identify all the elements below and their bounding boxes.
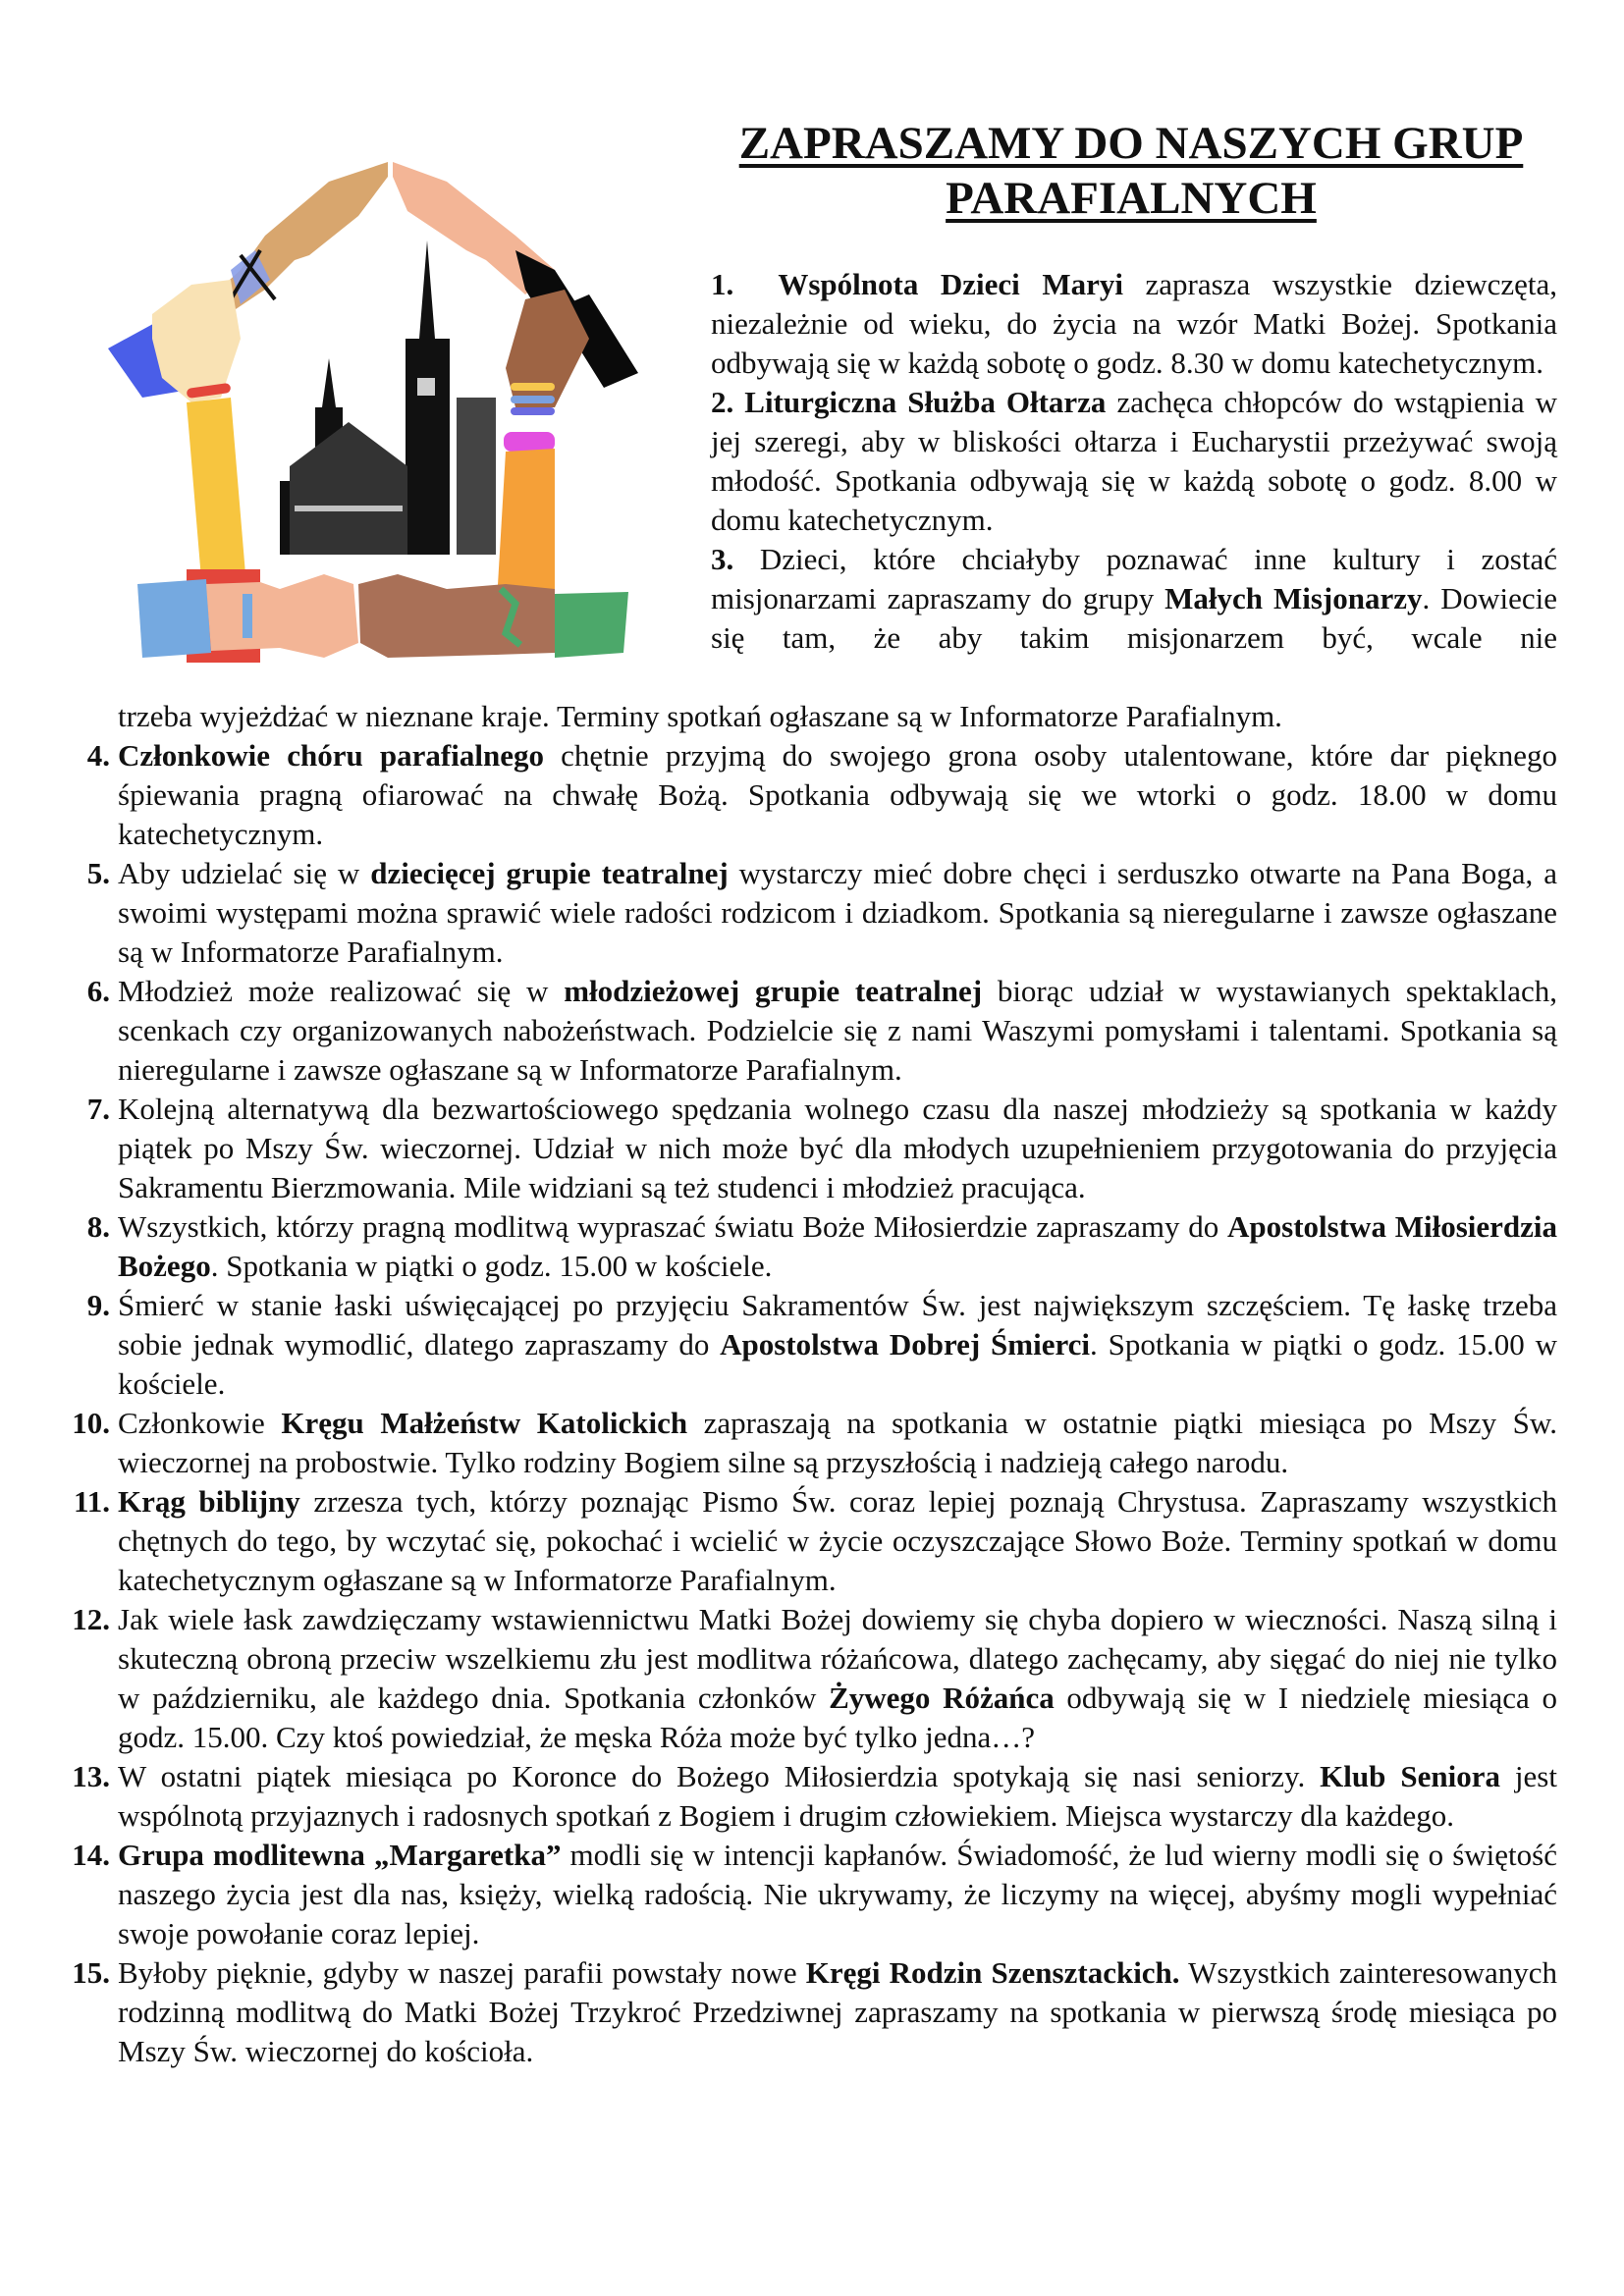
- list-item-1: [711, 265, 1557, 383]
- title-line-1: ZAPRASZAMY DO NASZYCH GRUP: [738, 118, 1524, 169]
- group-name: Członkowie chóru parafialnego: [118, 738, 544, 773]
- item-number: 5.: [86, 856, 110, 890]
- right-fist-icon: [358, 574, 555, 658]
- left-light-blue-sleeve-icon: [137, 579, 211, 658]
- item-number: 3.: [711, 542, 734, 576]
- item-text: biorąc udział w wystawianych spektaklach, scenkach czy organizowanych nabożeństwach. Podzielcie się z nami Waszymi pomysłami i talentami. Spotkania są nieregularne i zawsze ogłaszane są w Informatorze Parafialnym.: [118, 974, 1557, 1087]
- group-name: Żywego Różańca: [829, 1681, 1055, 1715]
- item-text: Aby udzielać się w: [118, 856, 371, 890]
- item-text: . Spotkania w piątki o godz. 15.00 w kościele.: [118, 1327, 1557, 1401]
- list-item-3-continuation: trzeba wyjeżdżać w nieznane kraje. Terminy spotkań ogłaszane są w Informatorze Parafialnym.: [118, 699, 1282, 733]
- list-item-13: [39, 1757, 1557, 1836]
- item-number: 6.: [86, 974, 110, 1008]
- title-line-2: PARAFIALNYCH: [946, 173, 1317, 224]
- hands-house-church-illustration: [93, 142, 682, 663]
- item-text: Dzieci, które chciałyby poznawać inne kultury i zostać misjonarzami zapraszamy do grupy: [711, 542, 1557, 615]
- group-name: Apostolstwa Dobrej Śmierci: [720, 1327, 1091, 1362]
- item-text: modli się w intencji kapłanów. Świadomość, że lud wierny modli się o świętość naszego życia jest dla nas, księży, wielką radością. Nie ukrywamy, że liczymy na więcej, abyśmy mogli wypełniać swoje powołanie coraz lepiej.: [118, 1838, 1557, 1950]
- item-text: zachęca chłopców do wstąpienia w jej szeregi, aby w bliskości ołtarza i Eucharystii przeżywać swoją młodość. Spotkania odbywają się w każdą sobotę o godz. 8.00 w domu katechetycznym.: [711, 385, 1558, 537]
- item-number: 10.: [72, 1406, 110, 1440]
- group-name: Kręgu Małżeństw Katolickich: [281, 1406, 688, 1440]
- list-item-14: [39, 1836, 1557, 1953]
- left-yellow-sleeve-icon: [187, 398, 245, 579]
- item-text: Młodzież może realizować się w: [118, 974, 565, 1008]
- group-name: Apostolstwa Miłosierdzia Bożego: [118, 1209, 1558, 1283]
- group-name: Liturgiczna Służba Ołtarza: [744, 385, 1107, 419]
- item-number: 7.: [86, 1092, 110, 1126]
- item-text: zaprasza wszystkie dziewczęta, niezależnie od wieku, do życia na wzór Matki Bożej. Spotkania odbywają się w każdą sobotę o godz. 8.30 w domu katechetycznym.: [711, 267, 1557, 380]
- item-number: 12.: [72, 1602, 110, 1636]
- item-text: zapraszają na spotkania w ostatnie piątki miesiąca po Mszy Św. wieczornej na probostwie. Tylko rodziny Bogiem silne są przyszłością i nadzieją całego narodu.: [118, 1406, 1557, 1479]
- item-number: 15.: [72, 1955, 110, 1990]
- item-number: 11.: [73, 1484, 110, 1519]
- groups-list: [39, 697, 1557, 2071]
- item-text: W ostatni piątek miesiąca po Koronce do Bożego Miłosierdzia spotykają się nasi seniorzy.: [118, 1759, 1321, 1793]
- group-name: Małych Misjonarzy: [1164, 581, 1423, 615]
- item-number: 13.: [72, 1759, 110, 1793]
- list-item-4: [39, 736, 1557, 854]
- item-text: Wszystkich, którzy pragną modlitwą wypraszać światu Boże Miłosierdzie zapraszamy do: [118, 1209, 1228, 1244]
- item-text: . Spotkania w piątki o godz. 15.00 w kościele.: [210, 1249, 773, 1283]
- left-upper-arm-icon: [108, 280, 241, 402]
- group-name: Grupa modlitewna „Margaretka”: [118, 1838, 562, 1872]
- group-name: Kręgi Rodzin Szensztackich.: [805, 1955, 1180, 1990]
- list-item-15: [39, 1953, 1557, 2071]
- item-number: 8.: [86, 1209, 110, 1244]
- left-roof-hand-icon: [219, 162, 388, 309]
- left-fist-icon: [206, 574, 358, 658]
- list-item-5: [39, 854, 1557, 972]
- left-bracelet-icon: [243, 594, 252, 638]
- group-name: dziecięcej grupie teatralnej: [370, 856, 729, 890]
- list-item-3: [711, 540, 1557, 658]
- item-text: . Dowiecie się tam, że aby takim misjonarzem być, wcale nie: [711, 581, 1557, 655]
- list-item-10: [39, 1404, 1557, 1482]
- item-number: 2.: [711, 385, 734, 419]
- list-item-6: [39, 972, 1557, 1090]
- item-number: 14.: [72, 1838, 110, 1872]
- item-number: 4.: [86, 738, 110, 773]
- item-text: Byłoby pięknie, gdyby w naszej parafii powstały nowe: [118, 1955, 806, 1990]
- right-green-sleeve-icon: [555, 592, 628, 658]
- intro-items: [711, 265, 1557, 658]
- item-text: jest wspólnotą przyjaznych i radosnych spotkań z Bogiem i drugim człowiekiem. Miejsca wystarczy dla każdego.: [118, 1759, 1557, 1833]
- list-item-9: [39, 1286, 1557, 1404]
- item-text: chętnie przyjmą do swojego grona osoby utalentowane, które dar pięknego śpiewania pragną ofiarować na chwałę Bożą. Spotkania odbywają się we wtorki o godz. 18.00 w domu katechetycznym.: [118, 738, 1557, 851]
- list-item-11: [39, 1482, 1557, 1600]
- church-icon: [280, 240, 496, 555]
- right-upper-arm-icon: [504, 290, 638, 452]
- list-item-8: [39, 1207, 1557, 1286]
- group-name: Wspólnota Dzieci Maryi: [778, 267, 1123, 301]
- page-title: [699, 116, 1563, 226]
- group-name: młodzieżowej grupie teatralnej: [564, 974, 983, 1008]
- item-text: Jak wiele łask zawdzięczamy wstawiennictwu Matki Bożej dowiemy się chyba dopiero w wieczności. Naszą silną i skuteczną obroną przeciw wszelkiemu złu jest modlitwa różańcowa, dlatego zachęcamy, aby sięgać do niej nie tylko w październiku, ale każdego dnia. Spotkania członków: [118, 1602, 1557, 1715]
- item-text: odbywają się w I niedzielę miesiąca o godz. 15.00. Czy ktoś powiedział, że męska Róża może być tylko jedna…?: [118, 1681, 1557, 1754]
- list-item-2: [711, 383, 1557, 540]
- list-item-12: [39, 1600, 1557, 1757]
- group-name: Krąg biblijny: [118, 1484, 300, 1519]
- list-item-7: [39, 1090, 1557, 1207]
- item-text: wystarczy mieć dobre chęci i serduszko otwarte na Pana Boga, a swoimi występami można sprawić wiele radości rodzicom i dziadkom. Spotkania są nieregularne i zawsze ogłaszane są w Informatorze Parafialnym.: [118, 856, 1557, 969]
- group-name: Klub Seniora: [1320, 1759, 1500, 1793]
- item-text: zrzesza tych, którzy poznając Pismo Św. coraz lepiej poznają Chrystusa. Zapraszamy wszystkich chętnych do tego, by wczytać się, pokochać i wcielić w życie oczyszczające Słowo Boże. Terminy spotkań w domu katechetycznym ogłaszane są w Informatorze Parafialnym.: [118, 1484, 1557, 1597]
- item-text: Kolejną alternatywą dla bezwartościowego spędzania wolnego czasu dla naszej młodzieży są spotkania w każdy piątek po Mszy Św. wieczornej. Udział w nich może być dla młodych uzupełnieniem przygotowania do przyjęcia Sakramentu Bierzmowania. Mile widziani są też studenci i młodzież pracująca.: [118, 1092, 1557, 1204]
- item-number: 1.: [711, 267, 734, 301]
- item-text: Śmierć w stanie łaski uświęcającej po przyjęciu Sakramentów Św. jest największym szczęściem. Tę łaskę trzeba sobie jednak wymodlić, dlatego zapraszamy do: [118, 1288, 1557, 1362]
- item-text: Członkowie: [118, 1406, 282, 1440]
- item-text: Wszystkich zainteresowanych rodzinną modlitwą do Matki Bożej Trzykroć Przedziwnej zapraszamy na spotkania w pierwszą środę miesiąca po Mszy Św. wieczornej do kościoła.: [118, 1955, 1557, 2068]
- item-number: 9.: [86, 1288, 110, 1322]
